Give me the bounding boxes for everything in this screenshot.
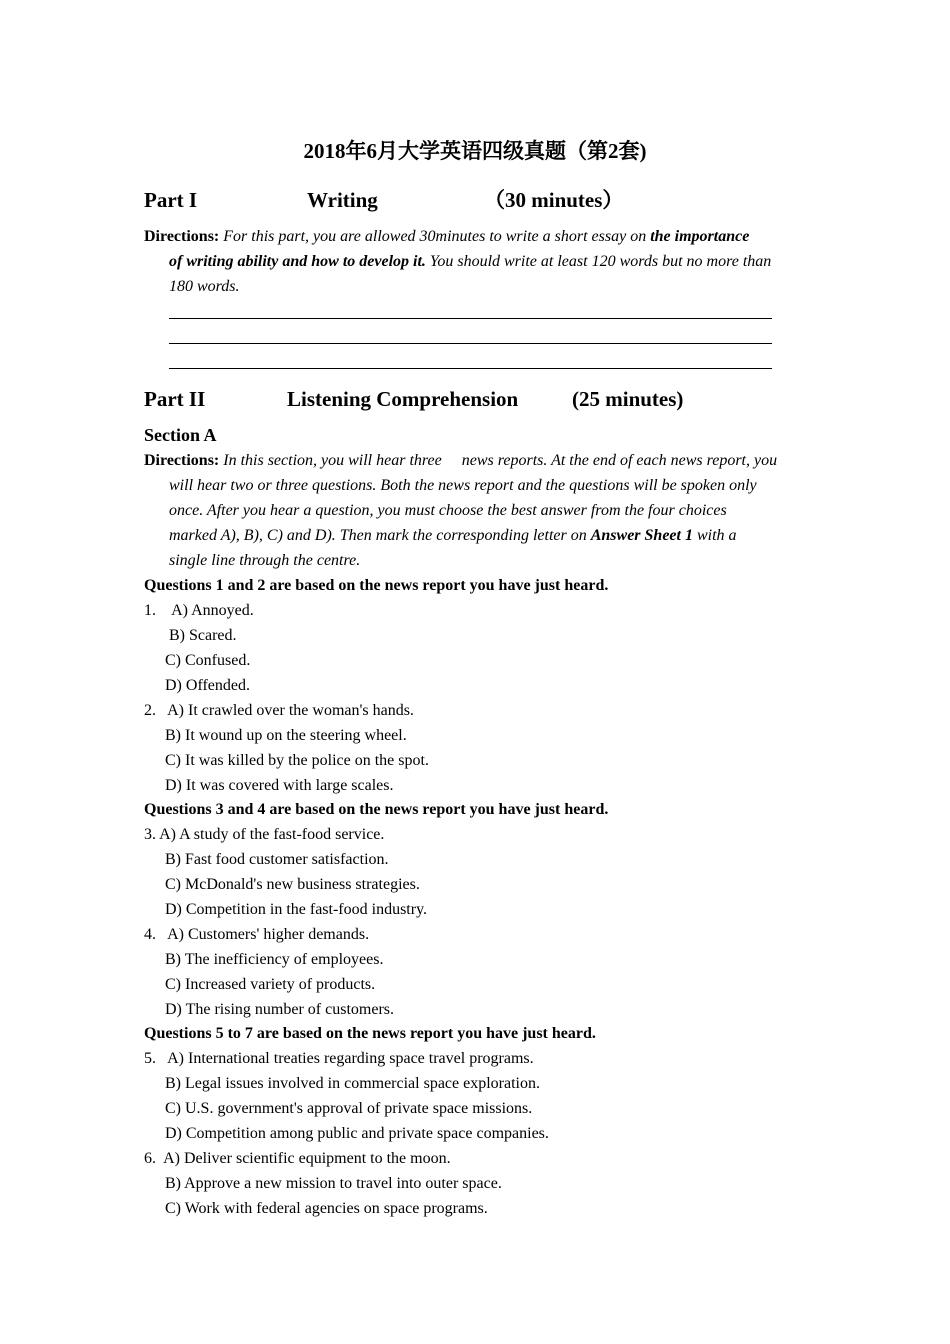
choice-line: D) Offended. — [165, 677, 251, 694]
choice-line: D) The rising number of customers. — [165, 1001, 394, 1018]
choice-line: B) The inefficiency of employees. — [165, 951, 384, 968]
question-line: 3. A) A study of the fast-food service. — [144, 826, 385, 843]
choice-line: B) Fast food customer satisfaction. — [165, 851, 389, 868]
question-line: 1. A) Annoyed. — [144, 602, 254, 619]
choice-line: C) Confused. — [165, 652, 251, 669]
part1-directions-label: Directions: — [144, 228, 220, 245]
choice-line: B) It wound up on the steering wheel. — [165, 727, 407, 744]
part2-label: Part II — [144, 387, 206, 411]
choice-line: B) Scared. — [169, 627, 237, 644]
choice-line: C) It was killed by the police on the spot. — [165, 752, 429, 769]
answer-line-3 — [169, 368, 772, 369]
question-line: 2. A) It crawled over the woman's hands. — [144, 702, 414, 719]
part2-time: (25 minutes) — [572, 387, 684, 411]
choice-line: C) Increased variety of products. — [165, 976, 376, 993]
answer-line-1 — [169, 318, 772, 319]
choice-line: B) Legal issues involved in commercial space exploration. — [165, 1075, 540, 1092]
part1-time: （30 minutes） — [484, 188, 624, 212]
choice-line: D) It was covered with large scales. — [165, 777, 394, 794]
question-line: 5. A) International treaties regarding space travel programs. — [144, 1050, 534, 1067]
question-line: 4. A) Customers' higher demands. — [144, 926, 370, 943]
question-group-heading: Questions 5 to 7 are based on the news report you have just heard. — [144, 1025, 596, 1042]
question-group-heading: Questions 1 and 2 are based on the news report you have just heard. — [144, 577, 609, 594]
part2-name: Listening Comprehension — [287, 387, 519, 411]
choice-line: C) U.S. government's approval of private space missions. — [165, 1100, 533, 1117]
part1-label: Part I — [144, 188, 198, 212]
question-line: 6. A) Deliver scientific equipment to the moon. — [144, 1150, 451, 1167]
document-title: 2018年6月大学英语四级真题（第2套) — [303, 139, 647, 163]
part2-directions: Directions: In this section, you will hear three news reports. At the end of each news report, you will hear two or three questions. Both the news report and the questions will be spoken only once. After you hear a question, you must choose the best answer from the four choices marked A), B), C) and D). Then mark the corresponding letter on Answer Sheet 1 with a single line through the centre. — [144, 452, 778, 569]
choice-line: C) McDonald's new business strategies. — [165, 876, 420, 893]
choice-line: B) Approve a new mission to travel into outer space. — [165, 1175, 502, 1192]
section-a-heading: Section A — [144, 425, 217, 445]
question-group-heading: Questions 3 and 4 are based on the news report you have just heard. — [144, 801, 609, 818]
part1-name: Writing — [307, 188, 378, 212]
choice-line: D) Competition in the fast-food industry. — [165, 901, 428, 918]
answer-line-2 — [169, 343, 772, 344]
choice-line: C) Work with federal agencies on space programs. — [165, 1200, 488, 1217]
part1-directions: Directions: For this part, you are allowed 30minutes to write a short essay on the importance of writing ability and how to develop it. You should write at least 120 words but no more than 180 words. — [144, 228, 772, 295]
choice-line: D) Competition among public and private space companies. — [165, 1125, 549, 1142]
